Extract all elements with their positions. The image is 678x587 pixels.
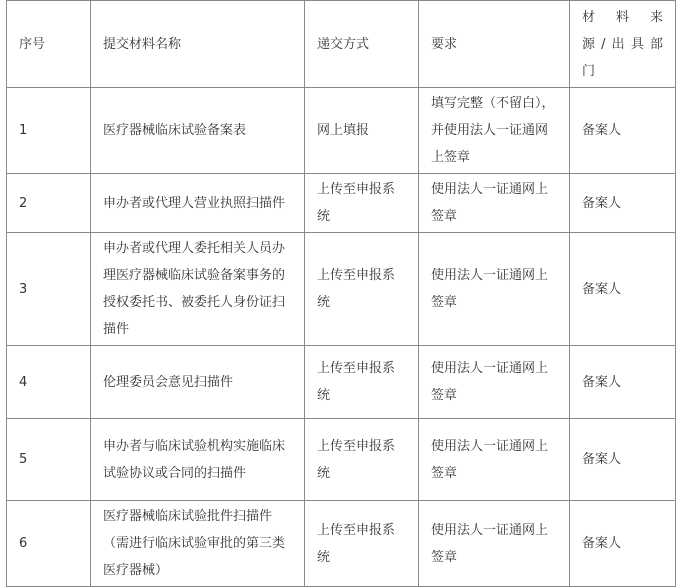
row-source: 备案人 xyxy=(570,501,676,587)
row-no: 2 xyxy=(7,174,91,233)
header-name: 提交材料名称 xyxy=(91,1,305,88)
row-name: 申办者与临床试验机构实施临床试验协议或合同的扫描件 xyxy=(91,419,305,501)
header-source-line3: 门 xyxy=(582,63,596,79)
row-method: 上传至申报系统 xyxy=(305,233,419,346)
row-name: 申办者或代理人委托相关人员办理医疗器械临床试验备案事务的授权委托书、被委托人身份证扫描件 xyxy=(91,233,305,346)
row-method: 上传至申报系统 xyxy=(305,346,419,419)
row-no: 1 xyxy=(7,88,91,174)
header-source-line2: 源/出具部 xyxy=(582,36,663,52)
table-header-row xyxy=(7,1,676,88)
materials-table xyxy=(6,0,676,587)
row-name: 医疗器械临床试验批件扫描件（需进行临床试验审批的第三类医疗器械） xyxy=(91,501,305,587)
header-requirement: 要求 xyxy=(419,1,570,88)
header-source xyxy=(570,1,676,88)
header-source-line1: 材料来 xyxy=(582,9,663,25)
table-row xyxy=(7,233,676,346)
table-row xyxy=(7,174,676,233)
table-row xyxy=(7,419,676,501)
row-no: 3 xyxy=(7,233,91,346)
row-source: 备案人 xyxy=(570,174,676,233)
table-row xyxy=(7,501,676,587)
row-source: 备案人 xyxy=(570,88,676,174)
row-name: 医疗器械临床试验备案表 xyxy=(91,88,305,174)
table-row xyxy=(7,88,676,174)
row-method: 上传至申报系统 xyxy=(305,501,419,587)
row-requirement: 填写完整（不留白），并使用法人一证通网上签章 xyxy=(419,88,570,174)
row-requirement: 使用法人一证通网上签章 xyxy=(419,233,570,346)
row-name: 伦理委员会意见扫描件 xyxy=(91,346,305,419)
row-name: 申办者或代理人营业执照扫描件 xyxy=(91,174,305,233)
row-source: 备案人 xyxy=(570,233,676,346)
row-method: 网上填报 xyxy=(305,88,419,174)
row-requirement: 使用法人一证通网上签章 xyxy=(419,501,570,587)
table-row xyxy=(7,346,676,419)
row-no: 5 xyxy=(7,419,91,501)
row-requirement: 使用法人一证通网上签章 xyxy=(419,419,570,501)
row-source: 备案人 xyxy=(570,419,676,501)
row-requirement: 使用法人一证通网上签章 xyxy=(419,174,570,233)
row-no: 4 xyxy=(7,346,91,419)
header-method: 递交方式 xyxy=(305,1,419,88)
row-no: 6 xyxy=(7,501,91,587)
row-source: 备案人 xyxy=(570,346,676,419)
header-no: 序号 xyxy=(7,1,91,88)
row-method: 上传至申报系统 xyxy=(305,174,419,233)
row-requirement: 使用法人一证通网上签章 xyxy=(419,346,570,419)
row-method: 上传至申报系统 xyxy=(305,419,419,501)
